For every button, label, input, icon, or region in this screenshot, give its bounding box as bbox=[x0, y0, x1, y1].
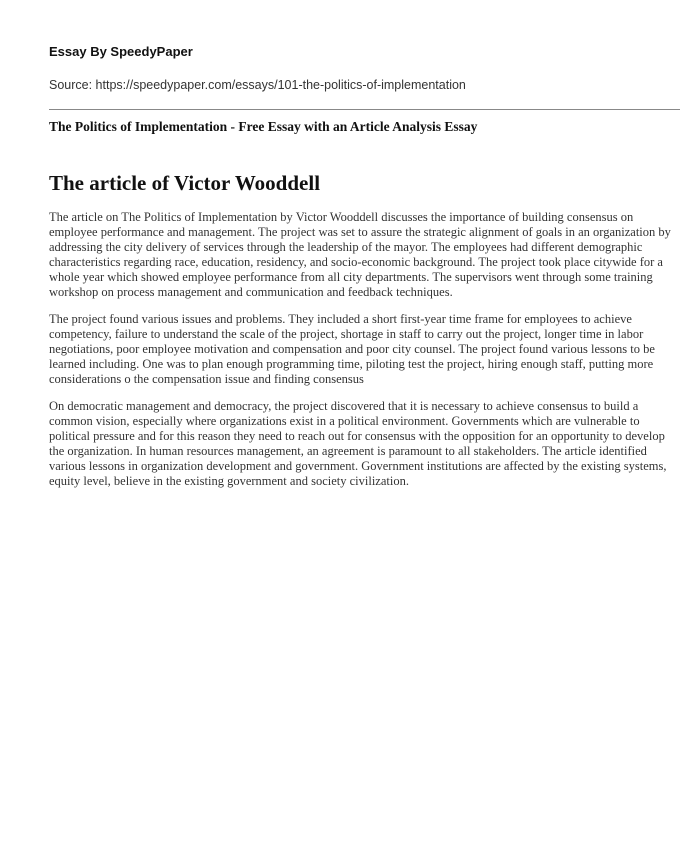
source-line: Source: https://speedypaper.com/essays/101-the-politics-of-implementation bbox=[49, 78, 466, 92]
paragraph: On democratic management and democracy, the project discovered that it is necessary to achieve consensus to build a common vision, especially where organizations exist in a political environment. Governments which are vulnerable to political pressure and for this reason they need to reach out for consensus with the opposition for an opportunity to develop the organization. In human resources management, an agreement is paramount to all stakeholders. The article identified various lessons in organization development and government. Government institutions are affected by the existing systems, equity level, believe in the existing government and society civilization. bbox=[49, 399, 667, 488]
article-heading: The article of Victor Wooddell bbox=[49, 171, 321, 195]
document-title: The Politics of Implementation - Free Essay with an Article Analysis Essay bbox=[49, 119, 478, 134]
paragraph: The project found various issues and problems. They included a short first-year time frame for employees to achieve competency, failure to understand the scale of the project, shortage in staff to carry out the project, longer time in labor negotiations, poor employee motivation and compensation and poor city counsel. The project found various lessons to be learned including. One was to plan enough programming time, piloting test the project, hiring enough staff, putting more considerations o the compensation issue and finding consensus bbox=[49, 312, 655, 386]
brand-label: Essay By SpeedyPaper bbox=[49, 44, 193, 59]
paragraph: The article on The Politics of Implementation by Victor Wooddell discusses the importance of building consensus on employee performance and management. The project was set to assure the strategic alignment of goals in an organization by addressing the city delivery of services through the leadership of the mayor. The employees had different demographic characteristics regarding race, education, residency, and socio-economic background. The project took place citywide for a whole year which showed employee performance from all city departments. The supervisors went through some training workshop on process management and communication and feedback techniques. bbox=[49, 210, 671, 299]
article-body bbox=[49, 170, 674, 501]
header-divider bbox=[49, 109, 680, 110]
